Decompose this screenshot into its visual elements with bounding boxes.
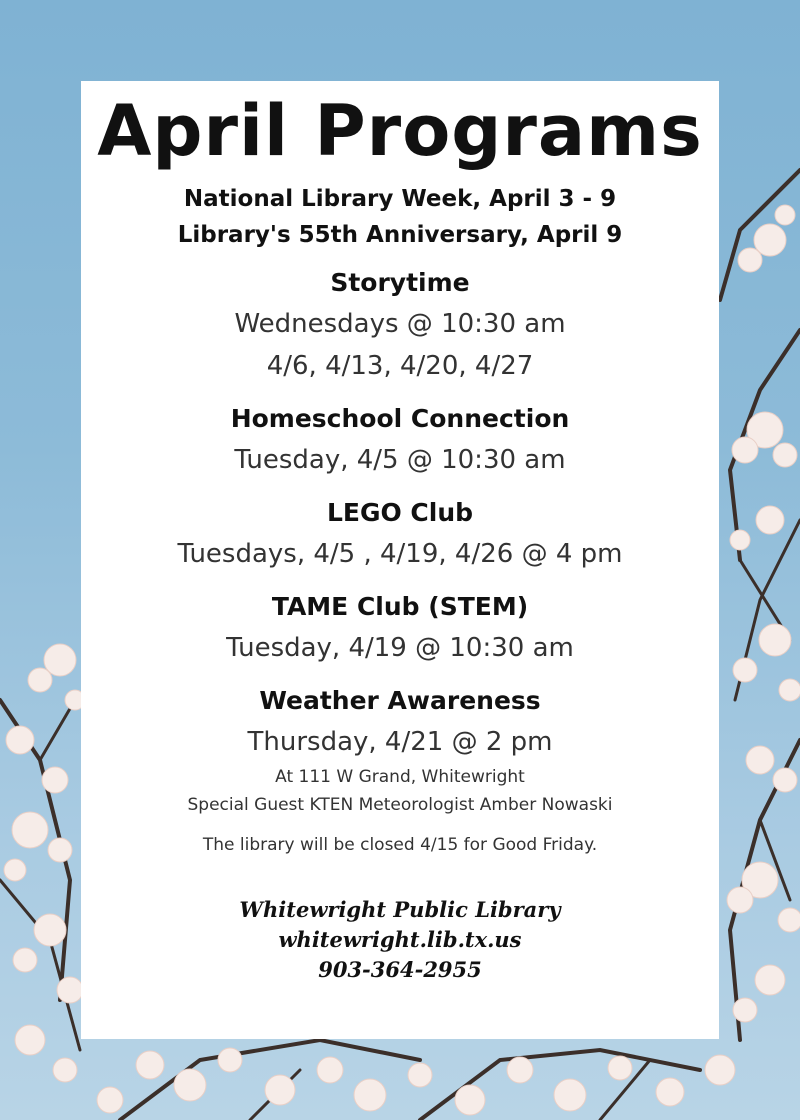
program-title: Weather Awareness	[259, 686, 541, 715]
program-schedule: Wednesdays @ 10:30 am	[234, 309, 566, 339]
subtitle-anniversary: Library's 55th Anniversary, April 9	[177, 222, 623, 248]
program-schedule: Thursday, 4/21 @ 2 pm	[247, 727, 553, 757]
program-title: LEGO Club	[326, 498, 474, 527]
subtitle-library-week: National Library Week, April 3 - 9	[183, 186, 617, 212]
library-website: whitewright.lib.tx.us	[278, 927, 522, 952]
program-card	[81, 81, 719, 1039]
program-dates: 4/6, 4/13, 4/20, 4/27	[266, 351, 534, 381]
page-title: April Programs	[97, 90, 703, 172]
program-title: TAME Club (STEM)	[271, 592, 529, 621]
program-title: Homeschool Connection	[230, 404, 570, 433]
program-weather-awareness	[81, 681, 719, 819]
program-homeschool	[81, 399, 719, 481]
program-guest: Special Guest KTEN Meteorologist Amber Nowaski	[187, 795, 613, 815]
program-lego-club	[81, 493, 719, 575]
program-title: Storytime	[330, 268, 470, 297]
closure-note: The library will be closed 4/15 for Good Friday.	[202, 835, 598, 855]
program-storytime	[81, 263, 719, 387]
library-phone: 903-364-2955	[318, 957, 482, 982]
program-schedule: Tuesdays, 4/5 , 4/19, 4/26 @ 4 pm	[177, 539, 623, 569]
library-name: Whitewright Public Library	[239, 897, 561, 922]
program-location: At 111 W Grand, Whitewright	[275, 767, 525, 787]
library-contact	[81, 895, 719, 985]
program-tame-club	[81, 587, 719, 669]
program-schedule: Tuesday, 4/19 @ 10:30 am	[226, 633, 574, 663]
program-schedule: Tuesday, 4/5 @ 10:30 am	[234, 445, 566, 475]
